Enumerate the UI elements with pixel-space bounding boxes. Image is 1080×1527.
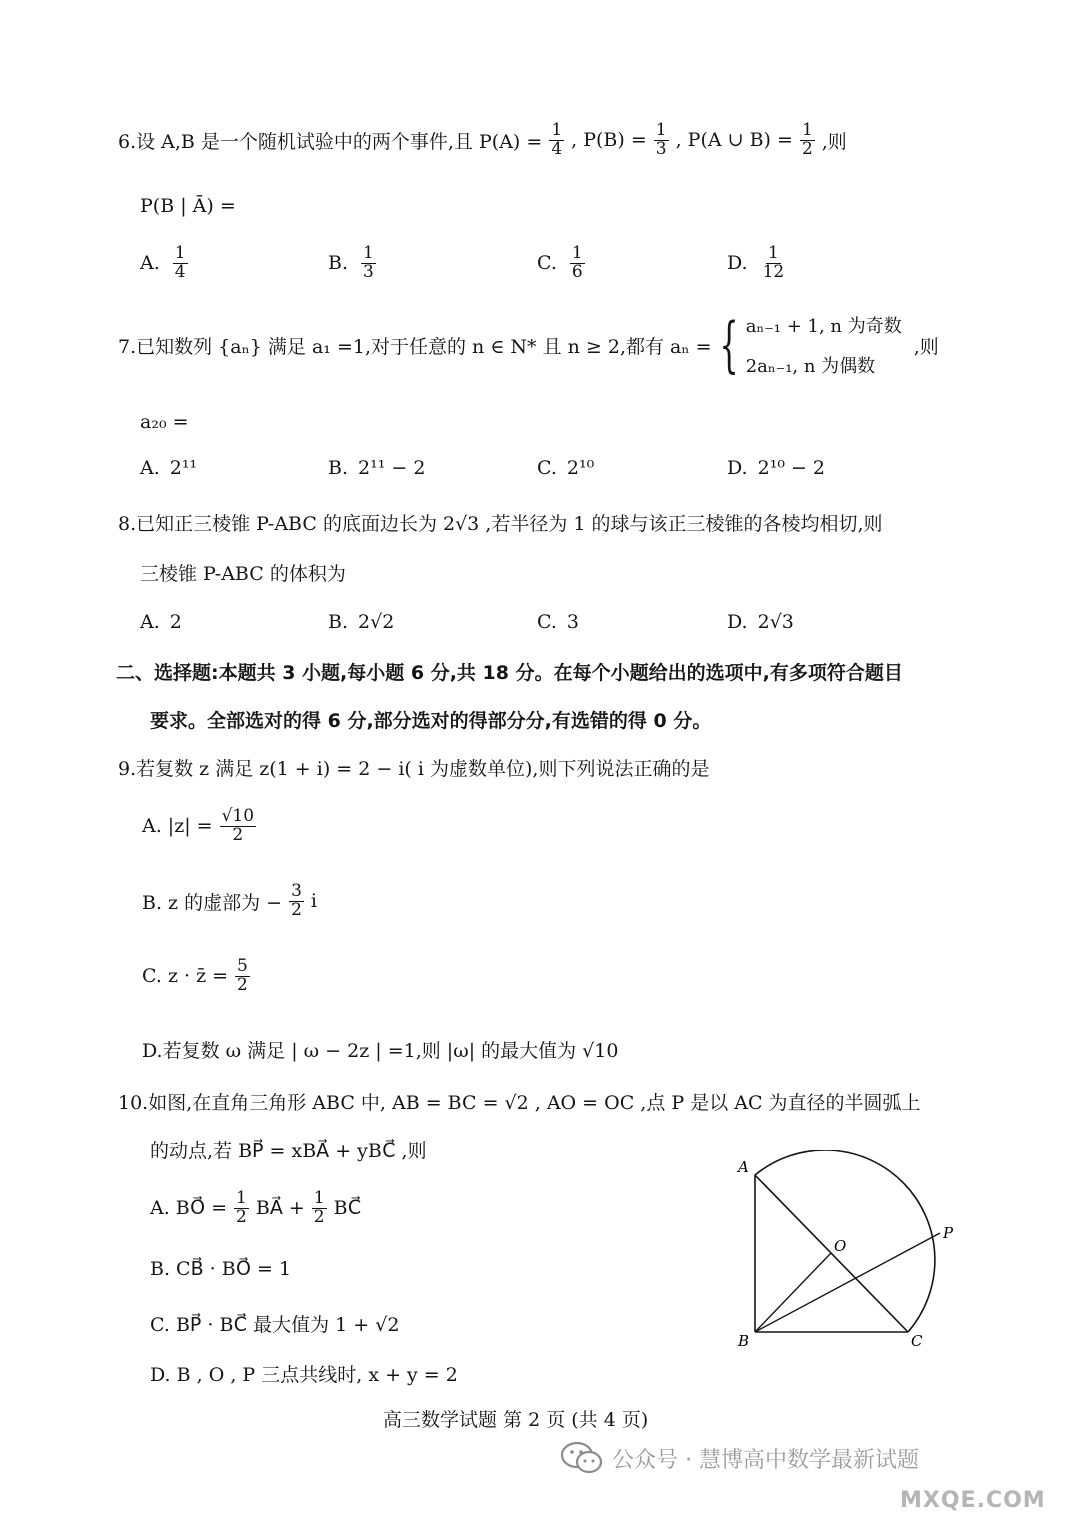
q9-option-d[interactable]: D.若复数 ω 满足 | ω − 2z | =1,则 |ω| 的最大值为 √10	[142, 1040, 619, 1062]
q8-option-b[interactable]: B. 2√2	[328, 611, 395, 633]
q7-case-odd: aₙ₋₁ + 1, n 为奇数	[745, 316, 902, 337]
segment-bp	[755, 1233, 940, 1332]
label-o: O	[834, 1237, 847, 1255]
segment-bo	[755, 1253, 831, 1332]
q6-stem-line2: P(B | Ā) =	[140, 195, 236, 217]
q8-option-c[interactable]: C. 3	[537, 611, 579, 633]
q6-stem-line1	[118, 122, 847, 159]
q8-stem-line1: 8.已知正三棱锥 P-ABC 的底面边长为 2√3 ,若半径为 1 的球与该正三棱锥的各棱均相切,则	[118, 513, 883, 535]
label-b: B	[738, 1332, 750, 1350]
q6-stem-part-b: , P(B) =	[571, 129, 647, 152]
q10-option-c[interactable]: C. BP⃗ · BC⃗ 最大值为 1 + √2	[150, 1314, 400, 1336]
q10-option-a[interactable]: A. BO⃗ = $\frac{1}{2}$ BA⃗ + $\frac{1}{2}$ BC⃗	[150, 1188, 362, 1227]
q10-stem-line2: 的动点,若 BP⃗ = xBA⃗ + yBC⃗ ,则	[150, 1140, 427, 1162]
q9-option-c[interactable]: C. z · z̄ = $\frac{5}{2}$	[142, 956, 248, 995]
page-footer: 高三数学试题 第 2 页 (共 4 页)	[383, 1409, 649, 1431]
q7-stem-part-b: ,则	[913, 335, 939, 358]
q7-option-c[interactable]: C. 2¹⁰	[537, 457, 595, 479]
label-a: A	[738, 1158, 749, 1176]
q8-option-d[interactable]: D. 2√3	[727, 611, 794, 633]
watermark-logo: MXQE.COM	[900, 1488, 1046, 1513]
q9-option-a[interactable]: A. |z| = $\frac{√10}{2}$	[142, 806, 255, 845]
label-c: C	[911, 1332, 923, 1350]
q7-stem-line1	[118, 312, 939, 378]
watermark	[560, 1440, 919, 1476]
q10-option-b[interactable]: B. CB⃗ · BO⃗ = 1	[150, 1258, 292, 1280]
q7-option-a[interactable]: A. 2¹¹	[140, 457, 198, 479]
q6-stem-part-d: ,则	[821, 130, 847, 153]
q7-stem-part-a: 7.已知数列 {aₙ} 满足 a₁ =1,对于任意的 n ∈ N* 且 n ≥ 2,都有 aₙ =	[118, 335, 712, 358]
q10-stem-line1: 10.如图,在直角三角形 ABC 中, AB = BC = √2 , AO = OC ,点 P 是以 AC 为直径的半圆弧上	[118, 1092, 921, 1114]
q6-pu-fraction: $\frac{1}{2}$	[801, 120, 813, 159]
q6-pb-fraction: $\frac{1}{3}$	[655, 120, 667, 159]
q6-stem-part-a: 6.设 A,B 是一个随机试验中的两个事件,且 P(A) =	[118, 130, 543, 153]
q7-cases	[746, 312, 902, 378]
q6-option-b[interactable]: B. $\frac{1}{3}$	[328, 243, 374, 282]
q8-option-a[interactable]: A. 2	[140, 611, 182, 633]
section2-heading-line2: 要求。全部选对的得 6 分,部分选对的得部分分,有选错的得 0 分。	[150, 710, 712, 732]
wechat-icon	[560, 1440, 604, 1476]
q6-stem-part-c: , P(A ∪ B) =	[675, 129, 793, 152]
q10-option-d[interactable]: D. B , O , P 三点共线时, x + y = 2	[150, 1364, 458, 1386]
watermark-text: 公众号 · 慧博高中数学最新试题	[612, 1447, 919, 1473]
q7-option-b[interactable]: B. 2¹¹ − 2	[328, 457, 426, 479]
q6-option-c[interactable]: C. $\frac{1}{6}$	[537, 243, 583, 282]
q7-stem-line2: a₂₀ =	[140, 411, 189, 433]
q7-option-d[interactable]: D. 2¹⁰ − 2	[727, 457, 826, 479]
q6-option-a[interactable]: A. $\frac{1}{4}$	[140, 243, 186, 282]
q6-option-d[interactable]: D. $\frac{1}{12}$	[727, 243, 785, 282]
q6-pa-fraction: $\frac{1}{4}$	[551, 120, 563, 159]
q7-brace: {	[719, 310, 739, 380]
q9-stem: 9.若复数 z 满足 z(1 + i) = 2 − i( i 为虚数单位),则下列说法正确的是	[118, 758, 710, 780]
q9-option-b[interactable]: B. z 的虚部为 − $\frac{3}{2}$ i	[142, 881, 317, 920]
section2-heading-line1: 二、选择题:本题共 3 小题,每小题 6 分,共 18 分。在每个小题给出的选项中,有多项符合题目	[116, 662, 903, 684]
label-p: P	[943, 1224, 954, 1242]
q10-figure	[730, 1150, 970, 1360]
q8-stem-line2: 三棱锥 P-ABC 的体积为	[140, 563, 346, 585]
q7-case-even: 2aₙ₋₁, n 为偶数	[745, 356, 876, 377]
